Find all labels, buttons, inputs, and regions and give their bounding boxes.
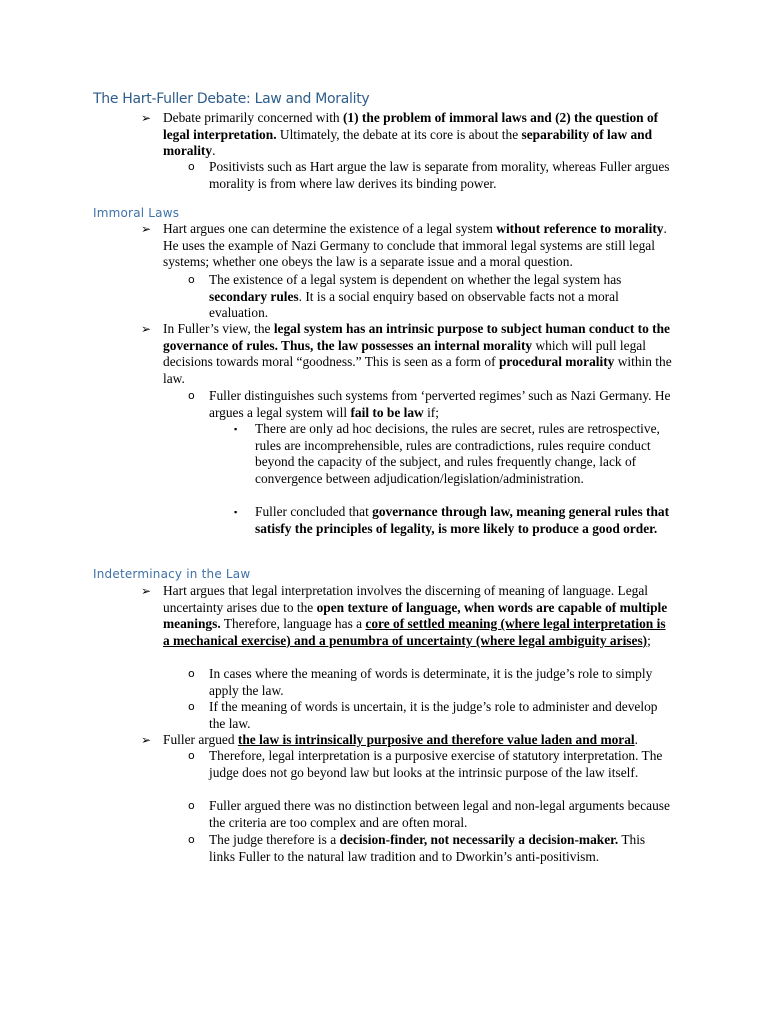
paragraph-perverted-regimes: Fuller distinguishes such systems from ‘perverted regimes’ such as Nazi Germany. He argues a legal system will fail to be law if;: [209, 388, 671, 420]
arrow-bullet-icon: ➢: [141, 322, 152, 336]
paragraph-hart-interpretation: Hart argues that legal interpretation involves the discerning of meaning of language. Legal uncertainty arises due to the open texture of language, when words are capable of multiple meanings. Therefore, language has a core of settled meaning (where legal interpretation is a mechanical exercise) and a penumbra of uncertainty (where legal ambiguity arises);: [163, 583, 668, 648]
paragraph-governance-through-law: Fuller concluded that governance through law, meaning general rules that satisfy the principles of legality, is more likely to produce a good order.: [255, 504, 670, 536]
section-heading-immoral-laws: Immoral Laws: [93, 206, 180, 220]
circle-bullet-icon: o: [188, 700, 195, 713]
paragraph-purposive-exercise: Therefore, legal interpretation is a purposive exercise of statutory interpretation. The judge does not go beyond law but looks at the intrinsic purpose of the law itself.: [209, 748, 663, 780]
document-title: The Hart-Fuller Debate: Law and Morality: [93, 91, 370, 107]
circle-bullet-icon: o: [188, 749, 195, 762]
paragraph-no-distinction: Fuller argued there was no distinction between legal and non-legal arguments because the criteria are too complex and are often moral.: [209, 798, 670, 830]
arrow-bullet-icon: ➢: [141, 733, 152, 747]
paragraph-decision-finder: The judge therefore is a decision-finder, not necessarily a decision-maker. This links Fuller to the natural law tradition and to Dworkin’s anti-positivism.: [209, 832, 646, 864]
circle-bullet-icon: o: [188, 273, 195, 286]
circle-bullet-icon: o: [188, 160, 195, 173]
circle-bullet-icon: o: [188, 799, 195, 812]
paragraph-uncertain-meaning: If the meaning of words is uncertain, it is the judge’s role to administer and develop the law.: [209, 699, 658, 731]
paragraph-fuller-view: In Fuller’s view, the legal system has an intrinsic purpose to subject human conduct to the governance of rules. Thus, the law possesses an internal morality which will pull legal decisions towards moral “goodness.” This is seen as a form of procedural morality within the law.: [163, 321, 672, 386]
circle-bullet-icon: o: [188, 389, 195, 402]
paragraph-determinate-meaning: In cases where the meaning of words is determinate, it is the judge’s role to simply apply the law.: [209, 666, 653, 698]
arrow-bullet-icon: ➢: [141, 111, 152, 125]
square-bullet-icon: ▪: [234, 424, 238, 434]
paragraph-secondary-rules: The existence of a legal system is dependent on whether the legal system has secondary rules. It is a social enquiry based on observable facts not a moral evaluation.: [209, 272, 622, 321]
circle-bullet-icon: o: [188, 667, 195, 680]
arrow-bullet-icon: ➢: [141, 584, 152, 598]
paragraph-failure-conditions: There are only ad hoc decisions, the rules are secret, rules are retrospective, rules are incomprehensible, rules are contradictions, rules require conduct beyond the capacity of the subject, and rules frequently change, lack of convergence between adjudication/legislation/administration.: [255, 421, 660, 486]
paragraph-fuller-purposive: Fuller argued the law is intrinsically purposive and therefore value laden and moral.: [163, 732, 639, 747]
square-bullet-icon: ▪: [234, 507, 238, 517]
arrow-bullet-icon: ➢: [141, 222, 152, 236]
circle-bullet-icon: o: [188, 833, 195, 846]
paragraph-positivists: Positivists such as Hart argue the law is separate from morality, whereas Fuller argues morality is from where law derives its binding power.: [209, 159, 670, 191]
paragraph-debate-overview: Debate primarily concerned with (1) the problem of immoral laws and (2) the question of legal interpretation. Ultimately, the debate at its core is about the separability of law and morality.: [163, 110, 659, 159]
section-heading-indeterminacy: Indeterminacy in the Law: [93, 567, 251, 581]
paragraph-hart-legal-system: Hart argues one can determine the existence of a legal system without reference to morality. He uses the example of Nazi Germany to conclude that immoral legal systems are still legal systems; whether one obeys the law is a separate issue and a moral question.: [163, 221, 667, 270]
